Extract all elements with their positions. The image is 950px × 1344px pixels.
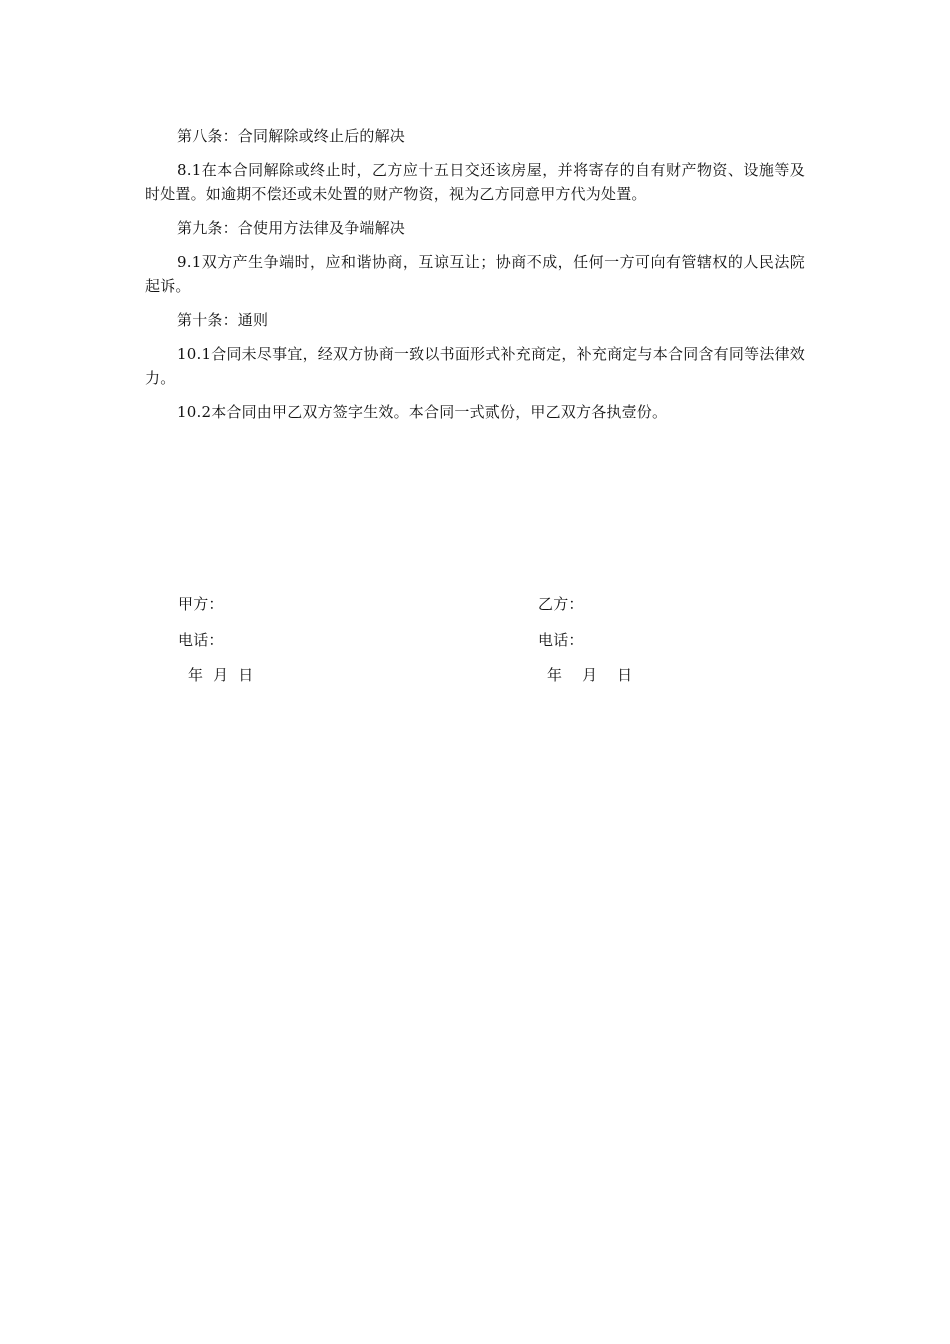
party-b-label: 乙方： (538, 595, 584, 613)
party-b-phone-label: 电话： (538, 631, 584, 649)
party-a-phone-label: 电话： (178, 631, 224, 649)
contract-body (145, 124, 805, 434)
clause-10-2: 10.2本合同由甲乙双方签字生效。本合同一式贰份，甲乙双方各执壹份。 (177, 403, 668, 421)
article-8-heading: 第八条：合同解除或终止后的解决 (177, 127, 406, 145)
article-9-heading: 第九条：合使用方法律及争端解决 (177, 219, 406, 237)
article-10-heading: 第十条：通则 (177, 311, 269, 329)
party-b-date: 年 月 日 (547, 666, 633, 684)
party-a-label: 甲方： (178, 595, 224, 613)
clause-9-1: 9.1双方产生争端时，应和谐协商，互谅互让；协商不成，任何一方可向有管辖权的人民法院起诉。 (145, 253, 805, 295)
party-a-date: 年 月 日 (188, 666, 254, 684)
clause-8-1: 8.1在本合同解除或终止时，乙方应十五日交还该房屋，并将寄存的自有财产物资、设施等及时处置。如逾期不偿还或未处置的财产物资，视为乙方同意甲方代为处置。 (145, 161, 805, 203)
clause-10-1: 10.1合同未尽事宜，经双方协商一致以书面形式补充商定，补充商定与本合同含有同等法律效力。 (145, 345, 805, 387)
